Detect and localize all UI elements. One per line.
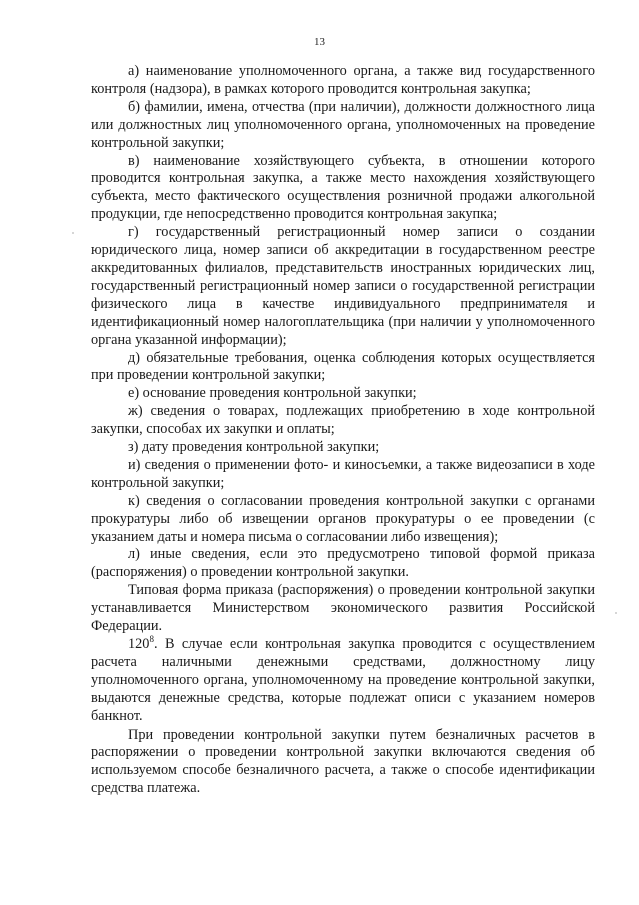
- document-body: [91, 63, 595, 798]
- page-number: 13: [314, 36, 325, 48]
- paragraph-zh: ж) сведения о товарах, подлежащих приобретению в ходе контрольной закупки, способах их закупки и оплаты;: [91, 403, 595, 438]
- paragraph-typical-form: Типовая форма приказа (распоряжения) о проведении контрольной закупки устанавливается Министерством экономического развития Российской Федерации.: [91, 582, 595, 635]
- clause-number: 120: [128, 636, 150, 652]
- paragraph-z: з) дату проведения контрольной закупки;: [128, 439, 380, 456]
- paragraph-cashless: При проведении контрольной закупки путем безналичных расчетов в распоряжении о проведении контрольной закупки включаются сведения об используемом способе безналичного расчета, а также о способе идентификации средства платежа.: [91, 726, 595, 797]
- paragraph-b: б) фамилии, имена, отчества (при наличии), должности должностного лица или должностных лиц уполномоченного органа, уполномоченных на проведение контрольной закупки;: [91, 98, 595, 151]
- clause-120-8: [91, 636, 595, 726]
- paragraph-k: к) сведения о согласовании проведения контрольной закупки с органами прокуратуры либо об извещении органов прокуратуры о ее проведении (с указанием даты и номера письма о согласовании либо извещения);: [91, 492, 595, 545]
- paragraph-a: а) наименование уполномоченного органа, а также вид государственного контроля (надзора), в рамках которого проводится контрольная закупка;: [91, 63, 595, 97]
- scan-speck: [72, 232, 74, 234]
- paragraph-i: и) сведения о применении фото- и киносъемки, а также видеозаписи в ходе контрольной закупки;: [91, 456, 595, 491]
- clause-text: . В случае если контрольная закупка проводится с осуществлением расчета наличными денежными средствами, должностному лицу уполномоченного органа, уполномоченному на проведение контрольной закупки, выдаются денежные средства, которые подлежат описи с указанием номеров банкнот.: [91, 636, 595, 724]
- clause-superscript: 8: [149, 634, 154, 645]
- paragraph-e: е) основание проведения контрольной закупки;: [128, 385, 417, 402]
- paragraph-d: д) обязательные требования, оценка соблюдения которых осуществляется при проведении контрольной закупки;: [91, 349, 595, 384]
- paragraph-v: в) наименование хозяйствующего субъекта, в отношении которого проводится контрольная закупка, а также место нахождения хозяйствующего субъекта, место фактического осуществления розничной продажи алкогольной продукции, где непосредственно проводится контрольная закупка;: [91, 152, 595, 223]
- paragraph-g: г) государственный регистрационный номер записи о создании юридического лица, номер записи об аккредитации в государственном реестре аккредитованных филиалов, представительств иностранных юридических лиц, государственный регистрационный номер записи о государственной регистрации физического лица в качестве индивидуального предпринимателя и идентификационный номер налогоплательщика (при наличии у уполномоченного органа указанной информации);: [91, 224, 595, 348]
- scan-speck: [615, 612, 617, 614]
- paragraph-l: л) иные сведения, если это предусмотрено типовой формой приказа (распоряжения) о проведении контрольной закупки.: [91, 546, 595, 581]
